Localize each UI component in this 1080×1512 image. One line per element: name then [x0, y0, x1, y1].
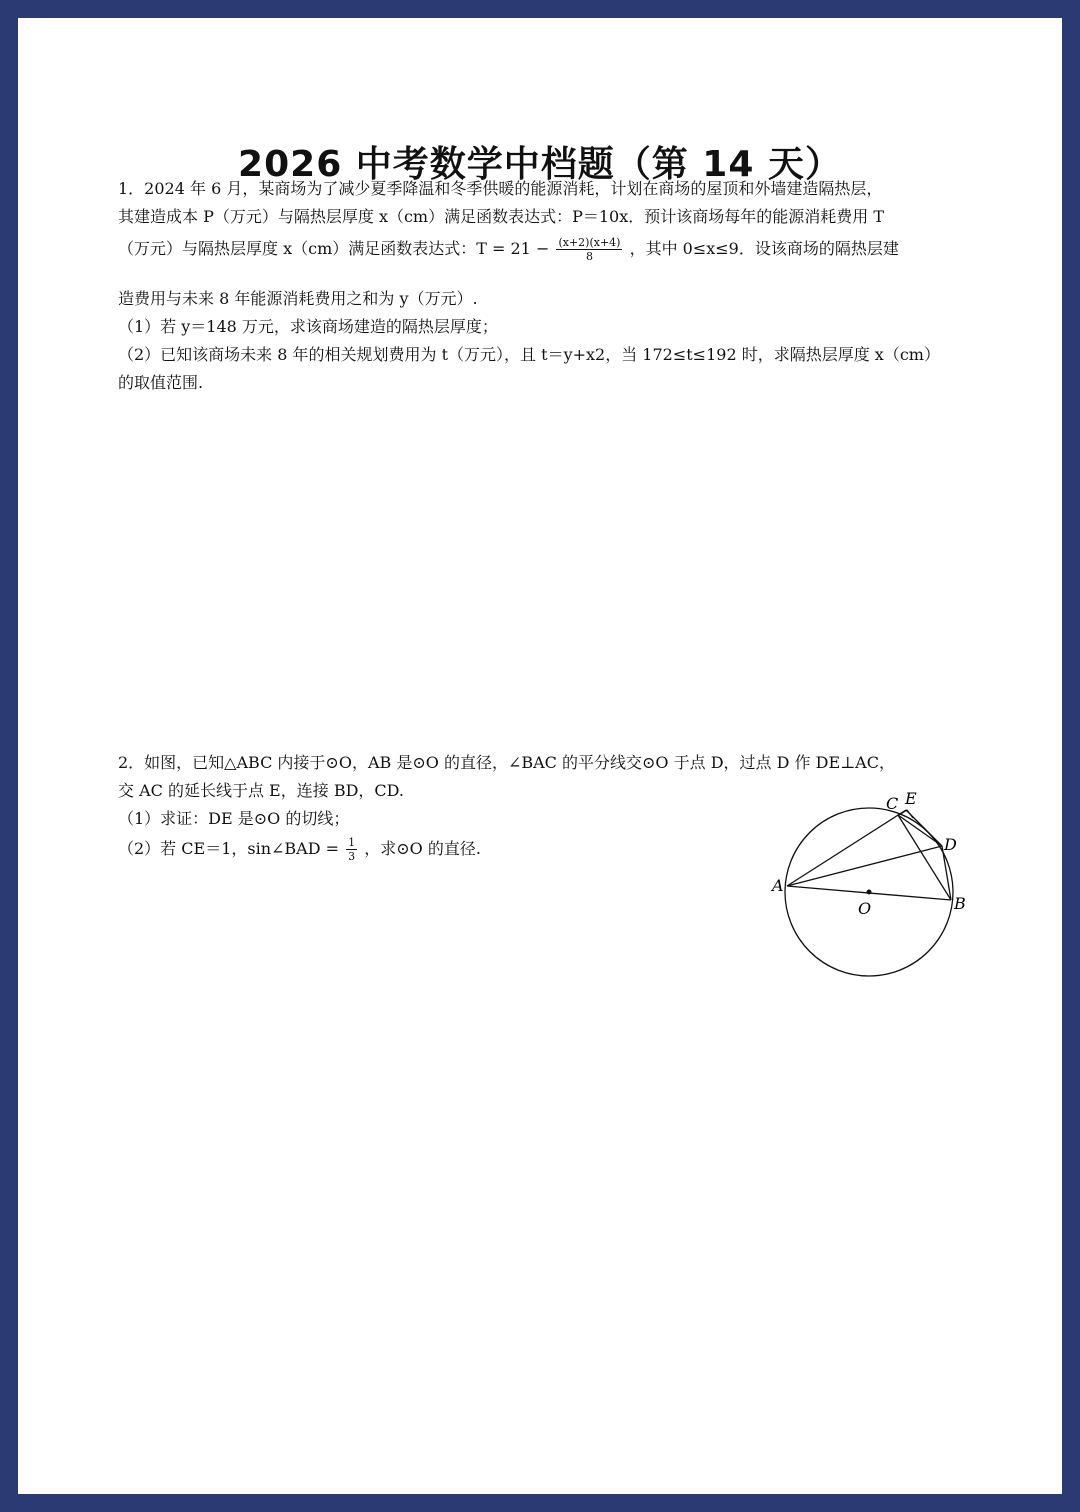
q1-line-4: 造费用与未来 8 年能源消耗费用之和为 y（万元）.: [118, 289, 478, 308]
label-c: C: [886, 794, 899, 813]
q1-fraction: [556, 236, 622, 263]
q2-fraction-denominator: 3: [348, 850, 356, 863]
q2-part-2-text-b: ，求⊙O 的直径.: [364, 839, 481, 858]
q2-part-1: （1）求证：DE 是⊙O 的切线；: [118, 809, 350, 828]
q2-line-1: 2．如图，已知△ABC 内接于⊙O，AB 是⊙O 的直径，∠BAC 的平分线交⊙O 于点 D，过点 D 作 DE⊥AC，: [118, 753, 895, 772]
q2-fraction-numerator: 1: [348, 836, 356, 849]
worksheet-page: [18, 18, 1062, 1494]
q1-line-3-text-b: ，其中 0≤x≤9．设该商场的隔热层建: [629, 239, 899, 258]
q1-line-3-text-a: （万元）与隔热层厚度 x（cm）满足函数表达式：T = 21 −: [118, 239, 550, 258]
center-point-o: [867, 890, 872, 895]
segment-ae: [787, 810, 906, 886]
q1-part-2-line-2: 的取值范围.: [118, 373, 204, 392]
question-1: [118, 176, 978, 416]
q1-part-2-line-1: （2）已知该商场未来 8 年的相关规划费用为 t（万元），且 t＝y+x2，当 172≤t≤192 时，求隔热层厚度 x（cm）: [118, 345, 940, 364]
label-a: A: [772, 876, 784, 895]
q1-fraction-denominator: 8: [585, 250, 593, 263]
q1-line-1: 1．2024 年 6 月，某商场为了减少夏季降温和冬季供暖的能源消耗，计划在商场的屋顶和外墙建造隔热层，: [118, 179, 883, 198]
q1-line-2: 其建造成本 P（万元）与隔热层厚度 x（cm）满足函数表达式：P＝10x．预计该商场每年的能源消耗费用 T: [118, 207, 885, 226]
circle-geometry-figure: [766, 788, 1006, 1008]
q2-part-2: [118, 836, 481, 863]
label-o: O: [858, 899, 872, 918]
page-title: 2026 中考数学中档题（第 14 天）: [238, 144, 842, 185]
q2-part-2-text-a: （2）若 CE＝1，sin∠BAD =: [118, 839, 340, 858]
q1-fraction-numerator: (x+2)(x+4): [558, 236, 621, 249]
q2-line-2: 交 AC 的延长线于点 E，连接 BD，CD.: [118, 781, 404, 800]
segment-ad: [787, 846, 942, 886]
q1-part-1: （1）若 y＝148 万元，求该商场建造的隔热层厚度；: [118, 317, 498, 336]
label-e: E: [905, 789, 917, 808]
label-d: D: [944, 835, 957, 854]
q1-line-3: [118, 236, 899, 263]
q2-fraction: [346, 836, 357, 863]
label-b: B: [954, 894, 966, 913]
segment-cd: [898, 815, 942, 846]
